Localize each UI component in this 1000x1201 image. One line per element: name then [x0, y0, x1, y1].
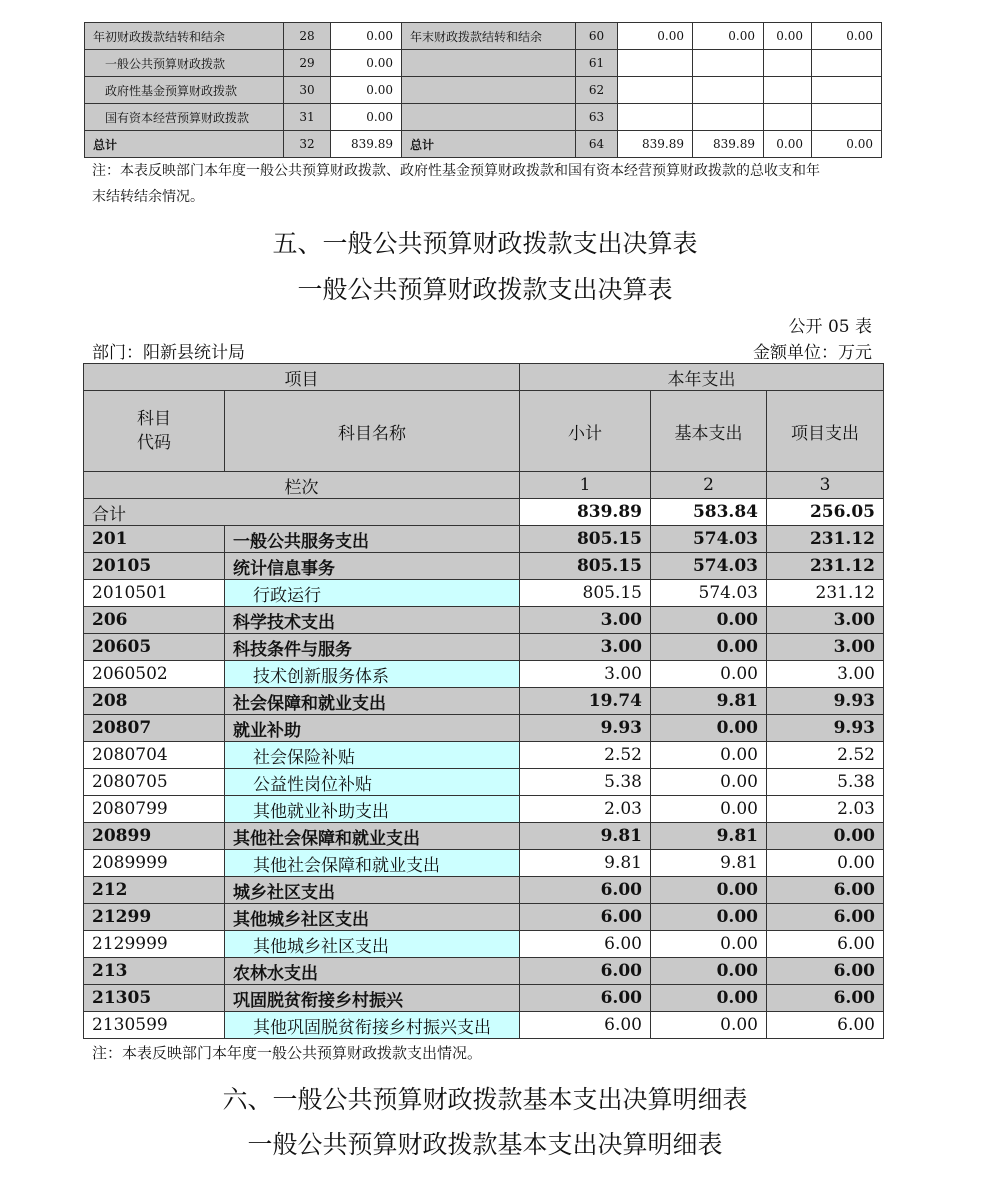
- expense-value-2: [693, 77, 764, 104]
- subtotal-value: 805.15: [520, 580, 651, 607]
- table-row: [84, 688, 884, 715]
- project-expense-value: 6.00: [767, 1012, 884, 1039]
- basic-expense-value: 0.00: [651, 769, 767, 796]
- income-label: 一般公共预算财政拨款: [85, 50, 284, 77]
- expense-value-1: 839.89: [618, 131, 693, 158]
- table-row: [84, 661, 884, 688]
- project-expense-value: 9.93: [767, 688, 884, 715]
- subtotal-value: 805.15: [520, 526, 651, 553]
- expense-value-1: 0.00: [618, 23, 693, 50]
- expense-table: [83, 363, 884, 1039]
- total-label: 合计: [84, 499, 520, 526]
- total-row: [84, 499, 884, 526]
- project-expense-value: 2.03: [767, 796, 884, 823]
- total-subtotal: 839.89: [520, 499, 651, 526]
- subject-code: 2080799: [84, 796, 225, 823]
- subtotal-value: 6.00: [520, 985, 651, 1012]
- expense-value-3: [764, 77, 812, 104]
- income-row-no: 30: [284, 77, 331, 104]
- expense-row-no: 60: [576, 23, 618, 50]
- table-row: [84, 715, 884, 742]
- income-value: 0.00: [331, 104, 402, 131]
- table-row: [84, 580, 884, 607]
- header-basic: 基本支出: [651, 391, 767, 472]
- subtotal-value: 6.00: [520, 931, 651, 958]
- income-label: 总计: [85, 131, 284, 158]
- expense-row-no: 64: [576, 131, 618, 158]
- total-basic: 583.84: [651, 499, 767, 526]
- table-title: 一般公共预算财政拨款支出决算表: [297, 275, 673, 304]
- expense-row-no: 63: [576, 104, 618, 131]
- income-value: 839.89: [331, 131, 402, 158]
- income-value: 0.00: [331, 50, 402, 77]
- subject-name: 科技条件与服务: [225, 634, 520, 661]
- subject-name: 科学技术支出: [225, 607, 520, 634]
- subject-name: 其他巩固脱贫衔接乡村振兴支出: [225, 1012, 520, 1039]
- subject-name: 城乡社区支出: [225, 877, 520, 904]
- subtotal-value: 9.81: [520, 823, 651, 850]
- prev-table-row: [85, 131, 882, 158]
- subject-code: 20807: [84, 715, 225, 742]
- basic-expense-value: 9.81: [651, 823, 767, 850]
- prev-table-row: [85, 77, 882, 104]
- subject-code: 20899: [84, 823, 225, 850]
- income-row-no: 28: [284, 23, 331, 50]
- header-row-2: [84, 391, 884, 472]
- expense-table-note: 注：本表反映部门本年度一般公共预算财政拨款支出情况。: [92, 1044, 483, 1062]
- subject-code: 213: [84, 958, 225, 985]
- expense-value-3: [764, 104, 812, 131]
- project-expense-value: 231.12: [767, 580, 884, 607]
- income-value: 0.00: [331, 77, 402, 104]
- header-subtotal: 小计: [520, 391, 651, 472]
- project-expense-value: 3.00: [767, 607, 884, 634]
- header-col2: 2: [651, 472, 767, 499]
- table-row: [84, 877, 884, 904]
- project-expense-value: 231.12: [767, 526, 884, 553]
- subject-name: 公益性岗位补贴: [225, 769, 520, 796]
- header-row-1: [84, 364, 884, 391]
- subject-code: 201: [84, 526, 225, 553]
- expense-value-1: [618, 50, 693, 77]
- project-expense-value: 6.00: [767, 904, 884, 931]
- project-expense-value: 0.00: [767, 823, 884, 850]
- prev-table-row: [85, 50, 882, 77]
- subtotal-value: 6.00: [520, 1012, 651, 1039]
- income-label: 政府性基金预算财政拨款: [85, 77, 284, 104]
- header-column-index: 栏次: [84, 472, 520, 499]
- subject-name: 其他城乡社区支出: [225, 931, 520, 958]
- basic-expense-value: 574.03: [651, 553, 767, 580]
- header-col1: 1: [520, 472, 651, 499]
- expense-row-no: 61: [576, 50, 618, 77]
- project-expense-value: 2.52: [767, 742, 884, 769]
- table-row: [84, 823, 884, 850]
- basic-expense-value: 9.81: [651, 688, 767, 715]
- expense-value-2: 0.00: [693, 23, 764, 50]
- subtotal-value: 805.15: [520, 553, 651, 580]
- subtotal-value: 2.52: [520, 742, 651, 769]
- header-name: 科目名称: [225, 391, 520, 472]
- subject-name: 其他社会保障和就业支出: [225, 823, 520, 850]
- subject-code: 208: [84, 688, 225, 715]
- expense-row-no: 62: [576, 77, 618, 104]
- subtotal-value: 5.38: [520, 769, 651, 796]
- subtotal-value: 6.00: [520, 877, 651, 904]
- income-row-no: 31: [284, 104, 331, 131]
- basic-expense-value: 0.00: [651, 1012, 767, 1039]
- expense-value-1: [618, 104, 693, 131]
- table-row: [84, 904, 884, 931]
- project-expense-value: 3.00: [767, 634, 884, 661]
- subject-code: 21305: [84, 985, 225, 1012]
- basic-expense-value: 0.00: [651, 661, 767, 688]
- income-label: 年初财政拨款结转和结余: [85, 23, 284, 50]
- subject-code: 212: [84, 877, 225, 904]
- table-row: [84, 742, 884, 769]
- basic-expense-value: 574.03: [651, 580, 767, 607]
- expense-value-4: 0.00: [812, 23, 882, 50]
- project-expense-value: 6.00: [767, 877, 884, 904]
- subject-name: 其他就业补助支出: [225, 796, 520, 823]
- subject-name: 农林水支出: [225, 958, 520, 985]
- project-expense-value: 5.38: [767, 769, 884, 796]
- expense-value-4: [812, 77, 882, 104]
- header-col3: 3: [767, 472, 884, 499]
- subject-code: 206: [84, 607, 225, 634]
- expense-label: [402, 50, 576, 77]
- subject-code: 2080705: [84, 769, 225, 796]
- header-row-3: [84, 472, 884, 499]
- project-expense-value: 6.00: [767, 931, 884, 958]
- table-row: [84, 634, 884, 661]
- table-row: [84, 931, 884, 958]
- prev-table-row: [85, 104, 882, 131]
- basic-expense-value: 0.00: [651, 742, 767, 769]
- subject-name: 就业补助: [225, 715, 520, 742]
- expense-value-4: [812, 50, 882, 77]
- basic-expense-value: 0.00: [651, 796, 767, 823]
- basic-expense-value: 0.00: [651, 958, 767, 985]
- total-project: 256.05: [767, 499, 884, 526]
- subtotal-value: 2.03: [520, 796, 651, 823]
- subject-code: 2089999: [84, 850, 225, 877]
- basic-expense-value: 9.81: [651, 850, 767, 877]
- table-row: [84, 526, 884, 553]
- basic-expense-value: 0.00: [651, 904, 767, 931]
- project-expense-value: 9.93: [767, 715, 884, 742]
- expense-value-4: 0.00: [812, 131, 882, 158]
- expense-value-3: [764, 50, 812, 77]
- subtotal-value: 6.00: [520, 904, 651, 931]
- basic-expense-value: 0.00: [651, 877, 767, 904]
- subtotal-value: 3.00: [520, 661, 651, 688]
- basic-expense-value: 574.03: [651, 526, 767, 553]
- table-row: [84, 769, 884, 796]
- section-title-6: 六、一般公共预算财政拨款基本支出决算明细表: [222, 1085, 748, 1114]
- basic-expense-value: 0.00: [651, 715, 767, 742]
- project-expense-value: 6.00: [767, 958, 884, 985]
- expense-value-2: 839.89: [693, 131, 764, 158]
- table-row: [84, 850, 884, 877]
- project-expense-value: 231.12: [767, 553, 884, 580]
- basic-expense-value: 0.00: [651, 931, 767, 958]
- prev-table-note: 注：本表反映部门本年度一般公共预算财政拨款、政府性基金预算财政拨款和国有资本经营预算财政拨款的总收支和年末结转结余情况。: [92, 163, 820, 205]
- subject-name: 其他社会保障和就业支出: [225, 850, 520, 877]
- subject-code: 2060502: [84, 661, 225, 688]
- amount-unit-label: 金额单位：万元: [753, 343, 872, 363]
- expense-value-1: [618, 77, 693, 104]
- section-title: 五、一般公共预算财政拨款支出决算表: [272, 229, 698, 258]
- project-expense-value: 3.00: [767, 661, 884, 688]
- expense-value-2: [693, 104, 764, 131]
- subject-code: 2130599: [84, 1012, 225, 1039]
- table-title-6: 一般公共预算财政拨款基本支出决算明细表: [247, 1130, 723, 1159]
- subtotal-value: 9.81: [520, 850, 651, 877]
- income-row-no: 29: [284, 50, 331, 77]
- subject-code: 21299: [84, 904, 225, 931]
- expense-value-3: 0.00: [764, 23, 812, 50]
- subject-name: 巩固脱贫衔接乡村振兴: [225, 985, 520, 1012]
- subject-name: 技术创新服务体系: [225, 661, 520, 688]
- expense-label: [402, 77, 576, 104]
- subject-name: 一般公共服务支出: [225, 526, 520, 553]
- subject-code: 20605: [84, 634, 225, 661]
- table-row: [84, 958, 884, 985]
- table-row: [84, 796, 884, 823]
- project-expense-value: 0.00: [767, 850, 884, 877]
- prev-table-row: [85, 23, 882, 50]
- basic-expense-value: 0.00: [651, 607, 767, 634]
- header-project: 项目支出: [767, 391, 884, 472]
- subtotal-value: 3.00: [520, 607, 651, 634]
- subtotal-value: 19.74: [520, 688, 651, 715]
- income-row-no: 32: [284, 131, 331, 158]
- public-table-number: 公开 05 表: [788, 317, 872, 337]
- expense-value-3: 0.00: [764, 131, 812, 158]
- subject-name: 其他城乡社区支出: [225, 904, 520, 931]
- income-expense-summary-table: [84, 22, 882, 158]
- table-row: [84, 1012, 884, 1039]
- header-year-expense: 本年支出: [520, 364, 884, 391]
- header-code: 科目 代码: [84, 391, 225, 472]
- expense-label: 年末财政拨款结转和结余: [402, 23, 576, 50]
- department-label: 部门：阳新县统计局: [92, 343, 245, 363]
- subject-code: 20105: [84, 553, 225, 580]
- expense-label: 总计: [402, 131, 576, 158]
- subject-name: 社会保险补贴: [225, 742, 520, 769]
- subject-code: 2080704: [84, 742, 225, 769]
- project-expense-value: 6.00: [767, 985, 884, 1012]
- basic-expense-value: 0.00: [651, 634, 767, 661]
- table-row: [84, 607, 884, 634]
- basic-expense-value: 0.00: [651, 985, 767, 1012]
- table-row: [84, 985, 884, 1012]
- subject-name: 统计信息事务: [225, 553, 520, 580]
- table-row: [84, 553, 884, 580]
- subtotal-value: 6.00: [520, 958, 651, 985]
- header-item: 项目: [84, 364, 520, 391]
- subtotal-value: 9.93: [520, 715, 651, 742]
- expense-label: [402, 104, 576, 131]
- income-value: 0.00: [331, 23, 402, 50]
- income-label: 国有资本经营预算财政拨款: [85, 104, 284, 131]
- expense-value-2: [693, 50, 764, 77]
- subtotal-value: 3.00: [520, 634, 651, 661]
- subject-code: 2129999: [84, 931, 225, 958]
- subject-name: 社会保障和就业支出: [225, 688, 520, 715]
- expense-value-4: [812, 104, 882, 131]
- subject-name: 行政运行: [225, 580, 520, 607]
- subject-code: 2010501: [84, 580, 225, 607]
